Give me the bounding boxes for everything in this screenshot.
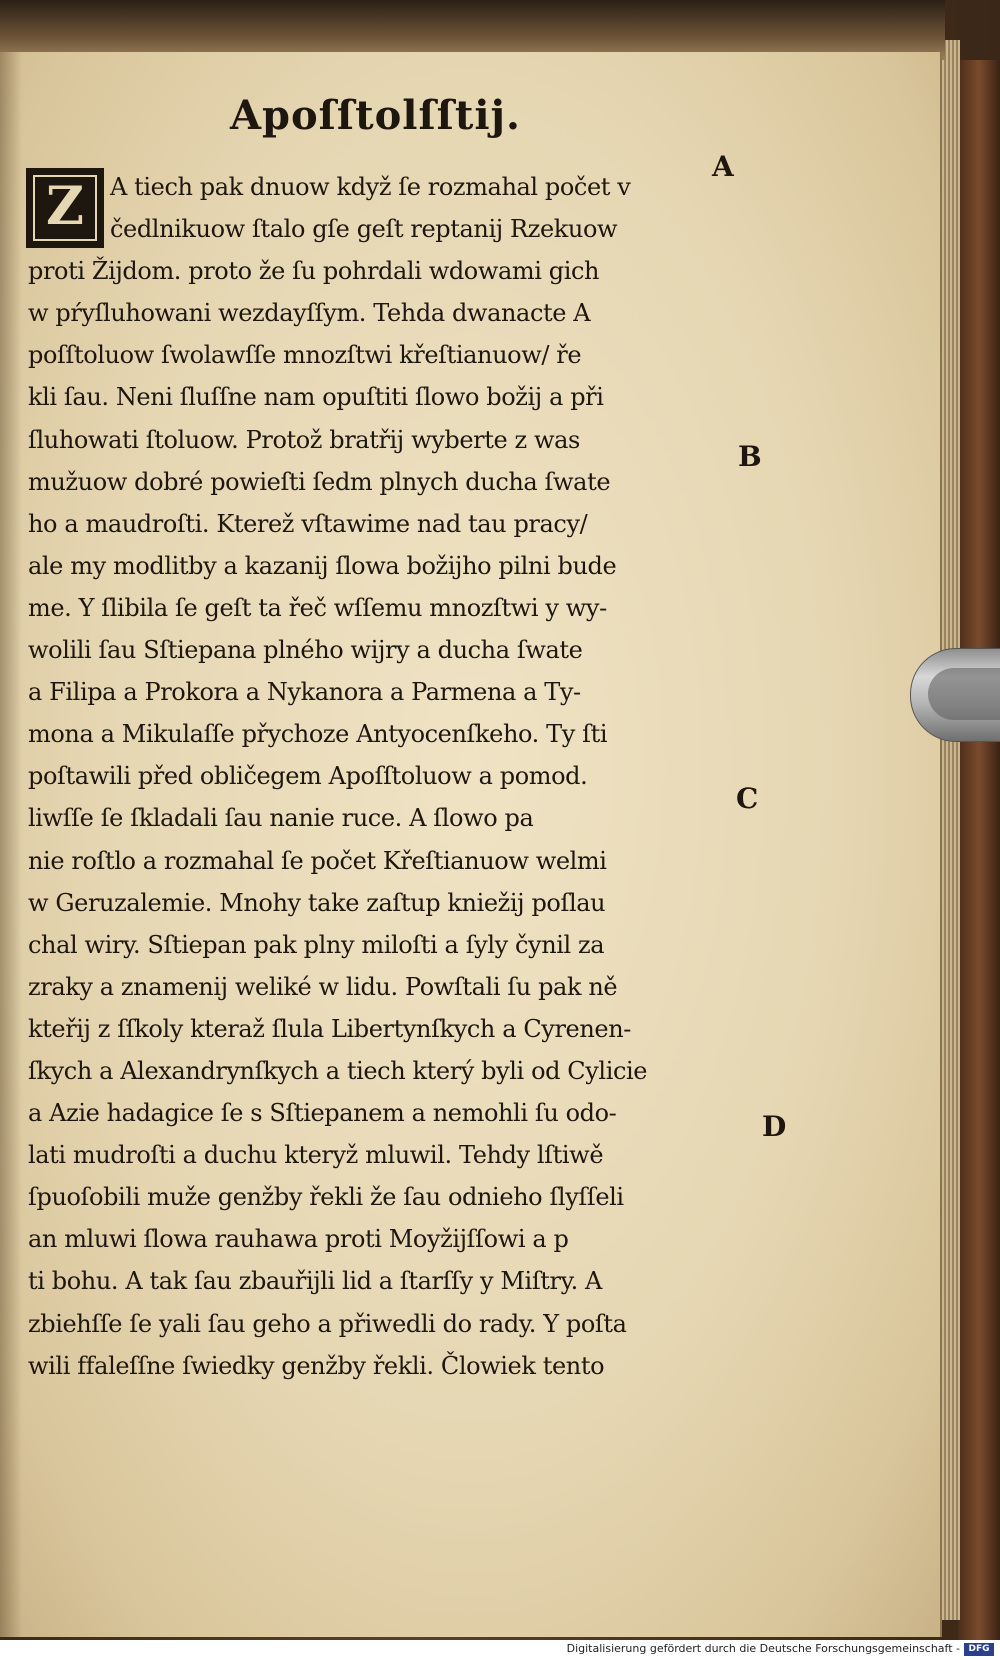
text-line: kli ſau. Neni ſluſſne nam opuſtiti ſlowo božij a při <box>28 383 604 412</box>
funding-credit: Digitalisierung gefördert durch die Deutsche Forschungsgemeinschaft - <box>566 1642 960 1655</box>
text-line: wili ffaleſſne ſwiedky genžby řekli. Člowiek tento <box>28 1351 605 1380</box>
text-line: zbiehſſe ſe yali ſau geho a přiwedli do rady. Y poſta <box>28 1309 627 1338</box>
text-line: ſpuoſobili muže genžby řekli že ſau odnieho ſlyſſeli <box>28 1183 624 1212</box>
margin-letter-a: A <box>712 150 734 183</box>
text-line: kteřij z ſſkoly kteraž ſlula Libertynſkych a Cyrenen- <box>28 1014 631 1043</box>
text-line: wolili ſau Sſtiepana plného wijry a ducha ſwate <box>28 636 583 665</box>
text-line: ho a maudroſti. Kterež vſtawime nad tau pracy/ <box>28 509 588 538</box>
margin-letter-d: D <box>762 1110 787 1143</box>
text-line: w Geruzalemie. Mnohy take zaſtup kniežij poſlau <box>28 888 606 917</box>
gutter-shadow <box>0 52 22 1637</box>
dfg-logo: DFG <box>964 1643 994 1656</box>
text-line: nie roſtlo a rozmahal ſe počet Křeſtianuow welmi <box>28 846 607 875</box>
text-line: zraky a znamenij weliké w lidu. Powſtali ſu pak ně <box>28 972 618 1001</box>
text-line: chal wiry. Sſtiepan pak plny miloſti a ſyly čynil za <box>28 930 605 959</box>
text-line: a Azie hadagice ſe s Sſtiepanem a nemohli ſu odo- <box>28 1099 617 1128</box>
text-line: ſkych a Alexandrynſkych a tiech který byli od Cylicie <box>28 1056 648 1085</box>
text-line: poſſtoluow ſwolawſſe mnozſtwi křeſtianuow/ ře <box>28 341 582 370</box>
text-line: mona a Mikulaſſe přychoze Antyocenſkeho. Ty ſti <box>28 720 608 749</box>
text-line: poſtawili před obličegem Apoſſtoluow a pomod. <box>28 762 588 791</box>
text-line: ti bohu. A tak ſau zbauřijli lid a ſtarſſy y Miſtry. A <box>28 1267 602 1296</box>
text-line: ſluhowati ſtoluow. Protož bratřij wyberte z was <box>28 425 580 454</box>
initial-letter: Z <box>46 176 84 237</box>
running-head: Apoſſtolſſtij. <box>230 92 521 139</box>
margin-letter-b: B <box>738 440 762 473</box>
text-line: lati mudroſti a duchu kteryž mluwil. Tehdy lſtiwě <box>28 1141 604 1170</box>
page-top-edge <box>0 0 945 60</box>
text-line: a Filipa a Prokora a Nykanora a Parmena a Ty- <box>28 678 581 707</box>
text-line: liwſſe ſe ſkladali ſau nanie ruce. A ſlowo pa <box>28 804 534 833</box>
footer-bar <box>0 1640 1000 1660</box>
text-line: an mluwi ſlowa rauhawa proti Moyžijſſowi a p <box>28 1225 569 1254</box>
text-line: čedlnikuow ſtalo gſe geſt reptanij Rzekuow <box>110 215 618 244</box>
page-clip-shadow <box>928 668 1000 720</box>
body-text <box>28 166 690 1387</box>
book-cover-edge <box>958 60 1000 1640</box>
text-line: mužuow dobré powieſti ſedm plnych ducha ſwate <box>28 467 611 496</box>
text-line: me. Y ſlibila ſe geſt ta řeč wſſemu mnozſtwi y wy- <box>28 593 607 622</box>
text-line: A tiech pak dnuow když ſe rozmahal počet v <box>110 173 631 201</box>
text-line: w pŕyſluhowani wezdayſſym. Tehda dwanacte A <box>28 299 591 328</box>
text-line: proti Žijdom. proto že ſu pohrdali wdowami gich <box>28 257 600 286</box>
margin-letter-c: C <box>736 782 759 815</box>
text-line: ale my modlitby a kazanij ſlowa božijho pilni bude <box>28 551 617 580</box>
